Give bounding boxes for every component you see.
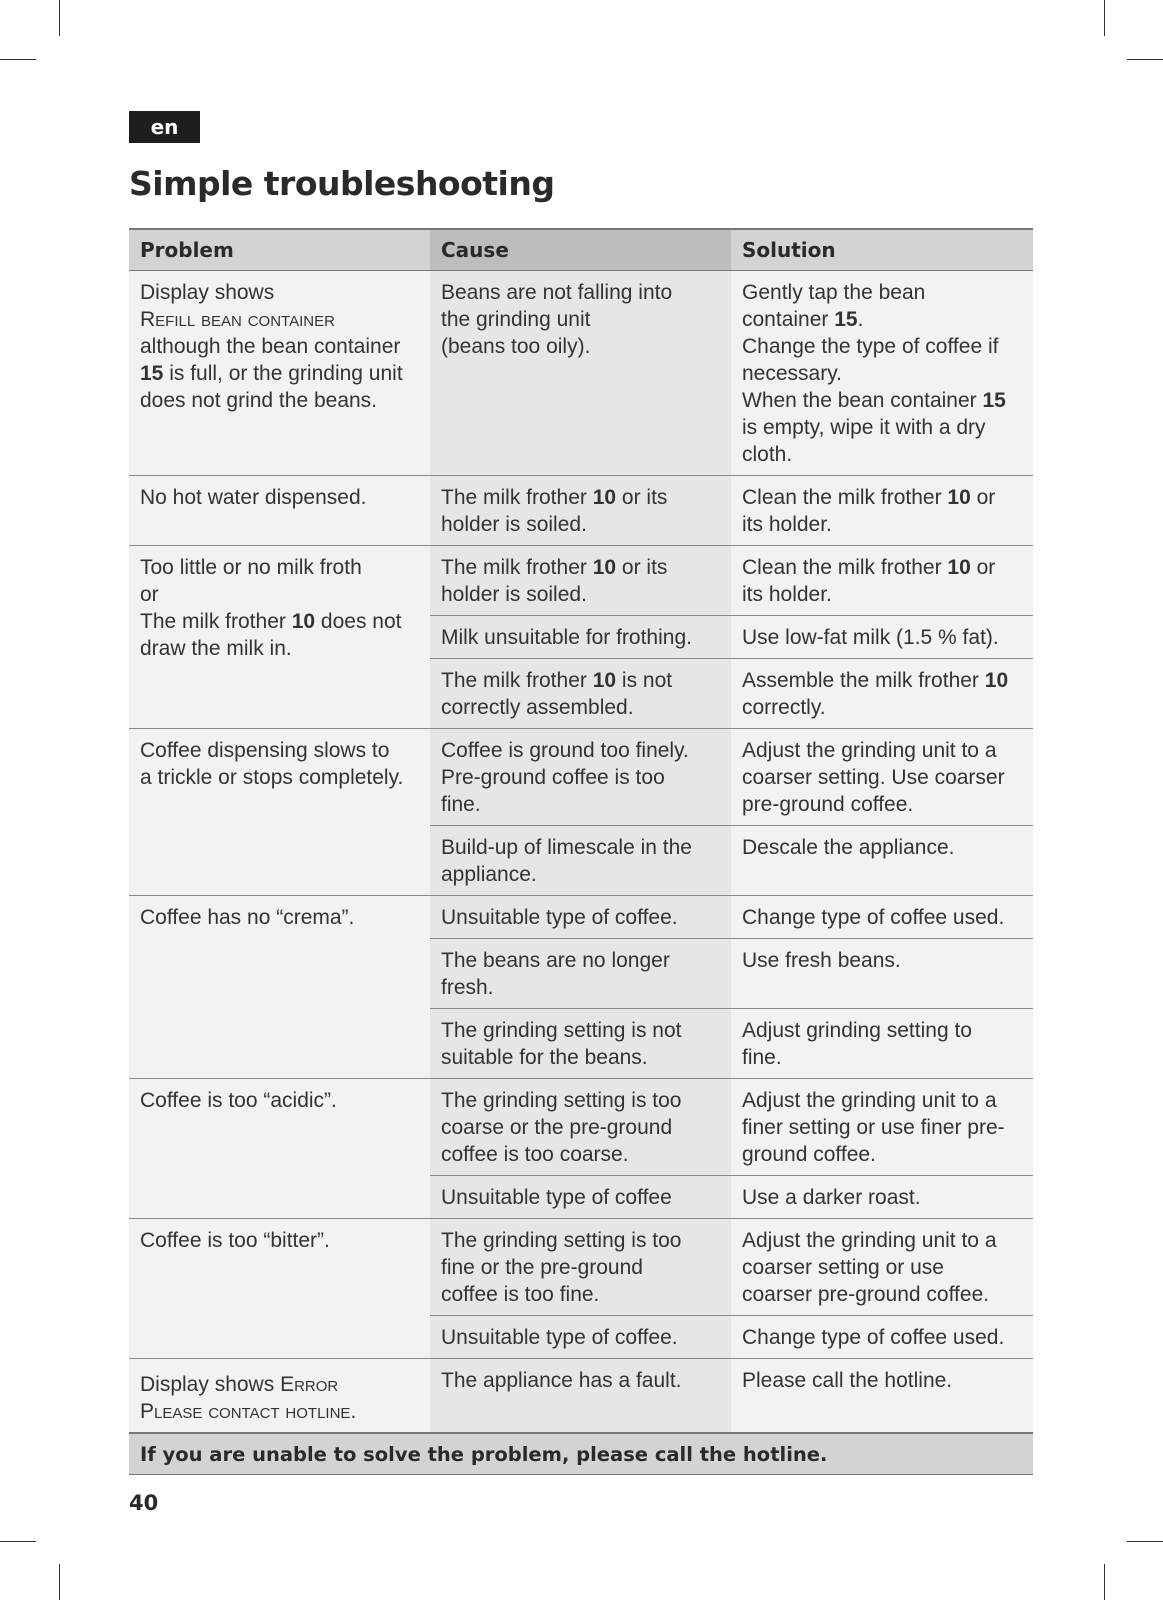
cause-cell bbox=[430, 1316, 731, 1359]
solution-cell bbox=[731, 546, 1033, 616]
solution-cell bbox=[731, 1359, 1033, 1434]
solution-text: coarser pre-ground coffee. bbox=[742, 1283, 990, 1306]
problem-cell bbox=[129, 1219, 430, 1359]
cause-text: fine or the pre-ground bbox=[441, 1256, 643, 1279]
part-number: 15 bbox=[834, 308, 858, 331]
solution-cell bbox=[731, 271, 1033, 476]
cause-text: fresh. bbox=[441, 976, 494, 999]
crop-mark bbox=[0, 1541, 36, 1542]
solution-text: Change type of coffee used. bbox=[742, 906, 1005, 929]
display-message: Error bbox=[280, 1373, 339, 1396]
cause-text: Build-up of limescale in the bbox=[441, 836, 692, 859]
part-number: 10 bbox=[947, 556, 971, 579]
solution-text: Adjust the grinding unit to a bbox=[742, 1229, 997, 1252]
problem-text: does not bbox=[315, 610, 402, 633]
crop-mark bbox=[59, 0, 60, 36]
cause-text: is not bbox=[616, 669, 673, 692]
troubleshooting-table bbox=[129, 228, 1033, 1475]
cause-text: The grinding setting is not bbox=[441, 1019, 682, 1042]
problem-text: No hot water dispensed. bbox=[140, 486, 367, 509]
cause-cell bbox=[430, 896, 731, 939]
problem-text: . bbox=[350, 1400, 357, 1423]
cause-cell bbox=[430, 616, 731, 659]
solution-text: . bbox=[857, 308, 864, 331]
part-number: 10 bbox=[592, 669, 617, 692]
problem-text: although the bean container bbox=[140, 335, 401, 358]
cause-text: The grinding setting is too bbox=[441, 1089, 682, 1112]
cause-text: or its bbox=[616, 556, 668, 579]
solution-text: Adjust the grinding unit to a bbox=[742, 1089, 997, 1112]
display-message: Refill bean container bbox=[140, 308, 335, 331]
problem-cell bbox=[129, 1079, 430, 1219]
cause-text: holder is soiled. bbox=[441, 583, 587, 606]
solution-text: correctly. bbox=[742, 696, 826, 719]
table-header-row bbox=[129, 229, 1033, 271]
solution-text: Use a darker roast. bbox=[742, 1186, 921, 1209]
cause-cell bbox=[430, 1219, 731, 1316]
crop-mark bbox=[59, 1564, 60, 1600]
solution-text: ground coffee. bbox=[742, 1143, 876, 1166]
cause-text: The milk frother bbox=[441, 556, 593, 579]
problem-text: Display shows bbox=[140, 281, 275, 304]
display-message: Please contact hotline bbox=[140, 1400, 351, 1423]
solution-text: Descale the appliance. bbox=[742, 836, 955, 859]
solution-cell bbox=[731, 896, 1033, 939]
solution-cell bbox=[731, 476, 1033, 546]
part-number: 10 bbox=[984, 669, 1009, 692]
cause-cell bbox=[430, 826, 731, 896]
part-number: 10 bbox=[592, 556, 617, 579]
table-row bbox=[129, 896, 1033, 939]
cause-text: Pre-ground coffee is too bbox=[441, 766, 665, 789]
solution-text: finer setting or use finer pre- bbox=[742, 1116, 1005, 1139]
crop-mark bbox=[1127, 1541, 1163, 1542]
table-row bbox=[129, 546, 1033, 616]
table-row bbox=[129, 476, 1033, 546]
cause-text: Unsuitable type of coffee bbox=[441, 1186, 672, 1209]
problem-text: Display shows bbox=[140, 1373, 281, 1396]
problem-text: does not grind the beans. bbox=[140, 389, 378, 412]
part-number: 10 bbox=[592, 486, 617, 509]
solution-text: Clean the milk frother bbox=[742, 556, 948, 579]
table-row bbox=[129, 729, 1033, 826]
solution-text: its holder. bbox=[742, 583, 832, 606]
footer-note: If you are unable to solve the problem, please call the hotline. bbox=[129, 1433, 1033, 1475]
problem-cell bbox=[129, 1359, 430, 1434]
problem-text: Coffee has no “crema”. bbox=[140, 906, 355, 929]
solution-cell bbox=[731, 1176, 1033, 1219]
cause-text: The milk frother bbox=[441, 669, 593, 692]
problem-cell bbox=[129, 729, 430, 896]
problem-text: or bbox=[140, 583, 159, 606]
cause-text: coffee is too fine. bbox=[441, 1283, 600, 1306]
solution-text: Change the type of coffee if bbox=[742, 335, 999, 358]
solution-text: is empty, wipe it with a dry bbox=[742, 416, 986, 439]
solution-text: or bbox=[970, 556, 996, 579]
cause-text: Milk unsuitable for frothing. bbox=[441, 626, 692, 649]
solution-text: pre-ground coffee. bbox=[742, 793, 914, 816]
solution-cell bbox=[731, 659, 1033, 729]
header-solution: Solution bbox=[731, 229, 1033, 271]
cause-text: or its bbox=[616, 486, 668, 509]
problem-text: Too little or no milk froth bbox=[140, 556, 362, 579]
cause-text: fine. bbox=[441, 793, 481, 816]
problem-text: is full, or the grinding unit bbox=[163, 362, 403, 385]
solution-text: Gently tap the bean bbox=[742, 281, 926, 304]
cause-text: coarse or the pre-ground bbox=[441, 1116, 673, 1139]
crop-mark bbox=[1127, 59, 1163, 60]
solution-cell bbox=[731, 616, 1033, 659]
table-row bbox=[129, 271, 1033, 476]
cause-cell bbox=[430, 546, 731, 616]
page-title: Simple troubleshooting bbox=[129, 164, 555, 203]
solution-text: Clean the milk frother bbox=[742, 486, 948, 509]
part-number: 10 bbox=[291, 610, 316, 633]
cause-text: The grinding setting is too bbox=[441, 1229, 682, 1252]
solution-text: container bbox=[742, 308, 835, 331]
solution-cell bbox=[731, 826, 1033, 896]
solution-text: Please call the hotline. bbox=[742, 1369, 953, 1392]
problem-cell bbox=[129, 546, 430, 729]
cause-text: Coffee is ground too finely. bbox=[441, 739, 689, 762]
solution-cell bbox=[731, 1079, 1033, 1176]
problem-cell bbox=[129, 896, 430, 1079]
solution-text: cloth. bbox=[742, 443, 793, 466]
solution-text: fine. bbox=[742, 1046, 782, 1069]
cause-text: (beans too oily). bbox=[441, 335, 591, 358]
solution-cell bbox=[731, 939, 1033, 1009]
problem-text: a trickle or stops completely. bbox=[140, 766, 404, 789]
cause-cell bbox=[430, 1009, 731, 1079]
cause-cell bbox=[430, 1359, 731, 1434]
cause-cell bbox=[430, 729, 731, 826]
table-row bbox=[129, 1219, 1033, 1316]
solution-text: Assemble the milk frother bbox=[742, 669, 985, 692]
part-number: 15 bbox=[982, 389, 1006, 412]
solution-text: coarser setting. Use coarser bbox=[742, 766, 1005, 789]
cause-text: Beans are not falling into bbox=[441, 281, 673, 304]
solution-text: Adjust grinding setting to bbox=[742, 1019, 972, 1042]
part-number: 15 bbox=[140, 362, 164, 385]
table-row bbox=[129, 1079, 1033, 1176]
crop-mark bbox=[0, 59, 36, 60]
problem-text: The milk frother bbox=[140, 610, 292, 633]
solution-cell bbox=[731, 1316, 1033, 1359]
problem-text: Coffee is too “acidic”. bbox=[140, 1089, 337, 1112]
part-number: 10 bbox=[947, 486, 971, 509]
solution-text: When the bean container bbox=[742, 389, 983, 412]
solution-text: coarser setting or use bbox=[742, 1256, 944, 1279]
solution-text: Use low-fat milk (1.5 % fat). bbox=[742, 626, 999, 649]
table-footer-row bbox=[129, 1433, 1033, 1475]
cause-text: the grinding unit bbox=[441, 308, 591, 331]
solution-text: its holder. bbox=[742, 513, 832, 536]
cause-text: holder is soiled. bbox=[441, 513, 587, 536]
cause-cell bbox=[430, 476, 731, 546]
crop-mark bbox=[1104, 0, 1105, 36]
header-problem: Problem bbox=[129, 229, 430, 271]
header-cause: Cause bbox=[430, 229, 731, 271]
cause-cell bbox=[430, 939, 731, 1009]
crop-mark bbox=[1104, 1564, 1105, 1600]
cause-text: The milk frother bbox=[441, 486, 593, 509]
cause-text: suitable for the beans. bbox=[441, 1046, 648, 1069]
problem-text: Coffee is too “bitter”. bbox=[140, 1229, 330, 1252]
language-tab: en bbox=[129, 111, 200, 143]
problem-cell bbox=[129, 271, 430, 476]
solution-cell bbox=[731, 1009, 1033, 1079]
solution-text: or bbox=[970, 486, 996, 509]
problem-text: draw the milk in. bbox=[140, 637, 292, 660]
page-number: 40 bbox=[129, 1491, 159, 1515]
solution-cell bbox=[731, 1219, 1033, 1316]
cause-cell bbox=[430, 1176, 731, 1219]
cause-text: correctly assembled. bbox=[441, 696, 634, 719]
cause-text: Unsuitable type of coffee. bbox=[441, 906, 678, 929]
solution-text: necessary. bbox=[742, 362, 842, 385]
solution-cell bbox=[731, 729, 1033, 826]
solution-text: Use fresh beans. bbox=[742, 949, 901, 972]
cause-text: Unsuitable type of coffee. bbox=[441, 1326, 678, 1349]
cause-cell bbox=[430, 1079, 731, 1176]
cause-cell bbox=[430, 271, 731, 476]
solution-text: Change type of coffee used. bbox=[742, 1326, 1005, 1349]
cause-text: The beans are no longer bbox=[441, 949, 670, 972]
cause-text: appliance. bbox=[441, 863, 537, 886]
solution-text: Adjust the grinding unit to a bbox=[742, 739, 997, 762]
table-row bbox=[129, 1359, 1033, 1434]
cause-cell bbox=[430, 659, 731, 729]
problem-text: Coffee dispensing slows to bbox=[140, 739, 390, 762]
problem-cell bbox=[129, 476, 430, 546]
cause-text: coffee is too coarse. bbox=[441, 1143, 629, 1166]
cause-text: The appliance has a fault. bbox=[441, 1369, 682, 1392]
